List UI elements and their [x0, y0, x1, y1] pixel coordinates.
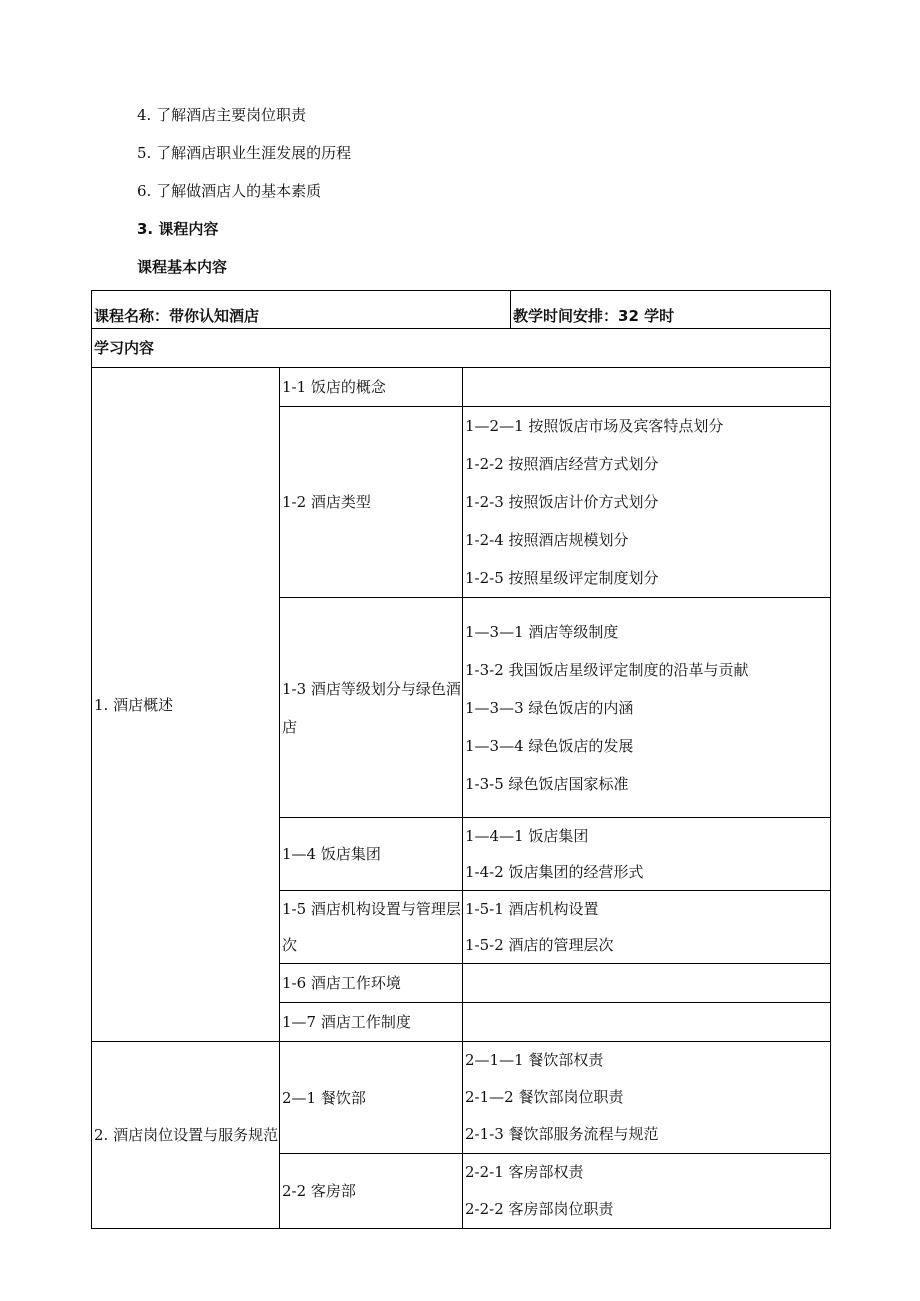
objective-5: 5. 了解酒店职业生涯发展的历程	[137, 144, 352, 162]
list-item: 1-2-4 按照酒店规模划分	[465, 531, 629, 549]
list-item: 1—4—1 饭店集团	[465, 827, 589, 845]
objective-4: 4. 了解酒店主要岗位职责	[137, 106, 307, 124]
course-name-cell: 课程名称：带你认知酒店	[92, 291, 511, 329]
section-name: 1-2 酒店类型	[280, 407, 463, 598]
learning-content-header: 学习内容	[92, 329, 831, 368]
section-items	[463, 407, 831, 598]
section-items	[463, 1042, 831, 1154]
sub-heading: 课程基本内容	[137, 258, 228, 276]
section-name: 1-3 酒店等级划分与绿色酒店	[280, 598, 463, 818]
section-items	[463, 1154, 831, 1229]
schedule-cell: 教学时间安排：32 学时	[511, 291, 831, 329]
list-item: 1—3—4 绿色饭店的发展	[465, 736, 634, 755]
list-item: 1-3-2 我国饭店星级评定制度的沿革与贡献	[465, 660, 749, 679]
list-item: 2-1—2 餐饮部岗位职责	[465, 1088, 624, 1106]
section-items	[463, 964, 831, 1003]
section-heading: 3. 课程内容	[137, 220, 219, 238]
list-item: 1—3—3 绿色饭店的内涵	[465, 698, 634, 717]
list-item: 1-2-3 按照饭店计价方式划分	[465, 493, 659, 511]
section-name: 2—1 餐饮部	[280, 1042, 463, 1154]
list-item: 1-5-1 酒店机构设置	[465, 900, 599, 918]
objective-6: 6. 了解做酒店人的基本素质	[137, 182, 322, 200]
list-item: 1-4-2 饭店集团的经营形式	[465, 863, 644, 881]
section-name: 1-6 酒店工作环境	[280, 964, 463, 1003]
chapter-title: 2. 酒店岗位设置与服务规范	[92, 1042, 280, 1229]
list-item: 1-2-2 按照酒店经营方式划分	[465, 455, 659, 473]
list-item: 2-2-2 客房部岗位职责	[465, 1200, 614, 1218]
list-item: 2-2-1 客房部权责	[465, 1163, 584, 1181]
table-row	[92, 368, 831, 407]
section-items	[463, 818, 831, 891]
table-row	[92, 1042, 831, 1154]
course-content-table	[91, 290, 831, 1229]
list-item: 2-1-3 餐饮部服务流程与规范	[465, 1125, 659, 1143]
section-name: 1—7 酒店工作制度	[280, 1003, 463, 1042]
list-item: 1—2—1 按照饭店市场及宾客特点划分	[465, 417, 724, 435]
list-item: 1-2-5 按照星级评定制度划分	[465, 569, 659, 587]
section-name: 1—4 饭店集团	[280, 818, 463, 891]
list-item: 1-5-2 酒店的管理层次	[465, 936, 614, 954]
list-item: 2—1—1 餐饮部权责	[465, 1051, 604, 1069]
section-name: 2-2 客房部	[280, 1154, 463, 1229]
section-items	[463, 1003, 831, 1042]
section-name: 1-1 饭店的概念	[280, 368, 463, 407]
section-items	[463, 891, 831, 964]
section-name: 1-5 酒店机构设置与管理层次	[280, 891, 463, 964]
list-item: 1-3-5 绿色饭店国家标准	[465, 774, 629, 793]
chapter-title: 1. 酒店概述	[92, 368, 280, 1042]
list-item: 1—3—1 酒店等级制度	[465, 622, 619, 641]
section-items	[463, 598, 831, 818]
section-items	[463, 368, 831, 407]
